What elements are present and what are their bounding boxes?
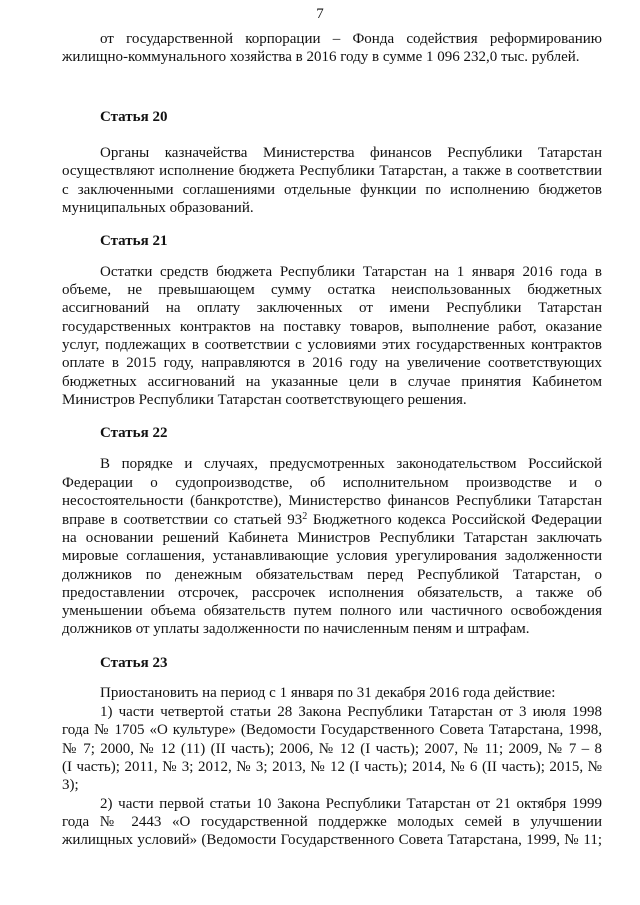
text-line: бюджетных ассигнований на указанные цели в случае принятия Кабинетом	[62, 374, 602, 390]
text-line: года № 1705 «О культуре» (Ведомости Государственного Совета Татарстана, 1998,	[62, 722, 602, 738]
text-line: муниципальных образований.	[62, 200, 254, 216]
text-line: на основании решений Кабинета Министров Республики Татарстан заключать	[62, 530, 602, 546]
text-line: несостоятельности (банкротстве), Министерство финансов Республики Татарстан	[62, 493, 602, 509]
text-line: с заключенными соглашениями отдельные функции по исполнению бюджетов	[62, 182, 602, 198]
article-heading: Статья 22	[100, 425, 168, 441]
article-heading: Статья 20	[100, 109, 168, 125]
text-fragment: вправе в соответствии со статьей 93	[62, 512, 303, 528]
text-line: Приостановить на период с 1 января по 31 декабря 2016 года действие:	[100, 685, 556, 701]
text-line: объеме, не превышающем сумму остатка неиспользованных бюджетных	[62, 282, 602, 298]
text-line: Остатки средств бюджета Республики Татарстан на 1 января 2016 года в	[100, 264, 602, 280]
text-line: 1) части четвертой статьи 28 Закона Республики Татарстан от 3 июля 1998	[100, 704, 602, 720]
text-line: (I часть); 2011, № 3; 2012, № 3; 2013, № 12 (I часть); 2014, № 6 (II часть); 2015, №	[62, 759, 602, 775]
text-line: должников по денежным обязательствам перед Республикой Татарстан, о	[62, 567, 602, 583]
text-line: В порядке и случаях, предусмотренных законодательством Российской	[100, 456, 602, 472]
text-line: уменьшении объема обязательств путем полного или частичного освобождения	[62, 603, 602, 619]
page-number: 7	[316, 6, 324, 22]
text-line: осуществляют исполнение бюджета Республики Татарстан, а также в соответствии	[62, 163, 602, 179]
text-line: Министров Республики Татарстан соответствующего решения.	[62, 392, 467, 408]
text-line: государственных контрактов на поставку товаров, выполнение работ, оказание	[62, 319, 602, 335]
text-line: от государственной корпорации – Фонда содействия реформированию	[100, 31, 602, 47]
text-line: услуг, подлежащих в соответствии с условиями этих государственных контрактов	[62, 337, 602, 353]
text-line: Органы казначейства Министерства финансов Республики Татарстан	[100, 145, 602, 161]
text-line	[62, 512, 602, 528]
superscript: 2	[302, 511, 308, 522]
text-line: № 7; 2000, № 12 (11) (II часть); 2006, № 12 (I часть); 2007, № 11; 2009, № 7 – 8	[62, 741, 602, 757]
text-line: мировые соглашения, устанавливающие условия урегулирования задолженности	[62, 548, 602, 564]
text-line: жилищно-коммунального хозяйства в 2016 году в сумме 1 096 232,0 тыс. рублей.	[62, 49, 580, 65]
text-line: предоставлении отсрочек, рассрочек исполнения обязательств, а также об	[62, 585, 602, 601]
text-line: ассигнований на оплату заключенных от имени Республики Татарстан	[62, 300, 602, 316]
text-line: должников от уплаты задолженности по начисленным пеням и штрафам.	[62, 621, 530, 637]
text-line: Федерации о судопроизводстве, об исполнительном производстве и о	[62, 475, 602, 491]
article-heading: Статья 21	[100, 233, 168, 249]
text-line: 3);	[62, 777, 79, 793]
article-heading: Статья 23	[100, 655, 168, 671]
text-fragment: Бюджетного кодекса Российской Федерации	[307, 512, 602, 528]
text-line: года № 2443 «О государственной поддержке молодых семей в улучшении	[62, 814, 602, 830]
text-line: оплате в 2015 году, направляются в 2016 году на увеличение соответствующих	[62, 355, 602, 371]
text-line: 2) части первой статьи 10 Закона Республики Татарстан от 21 октября 1999	[100, 796, 602, 812]
text-line: жилищных условий» (Ведомости Государственного Совета Татарстана, 1999, № 11;	[62, 832, 602, 848]
